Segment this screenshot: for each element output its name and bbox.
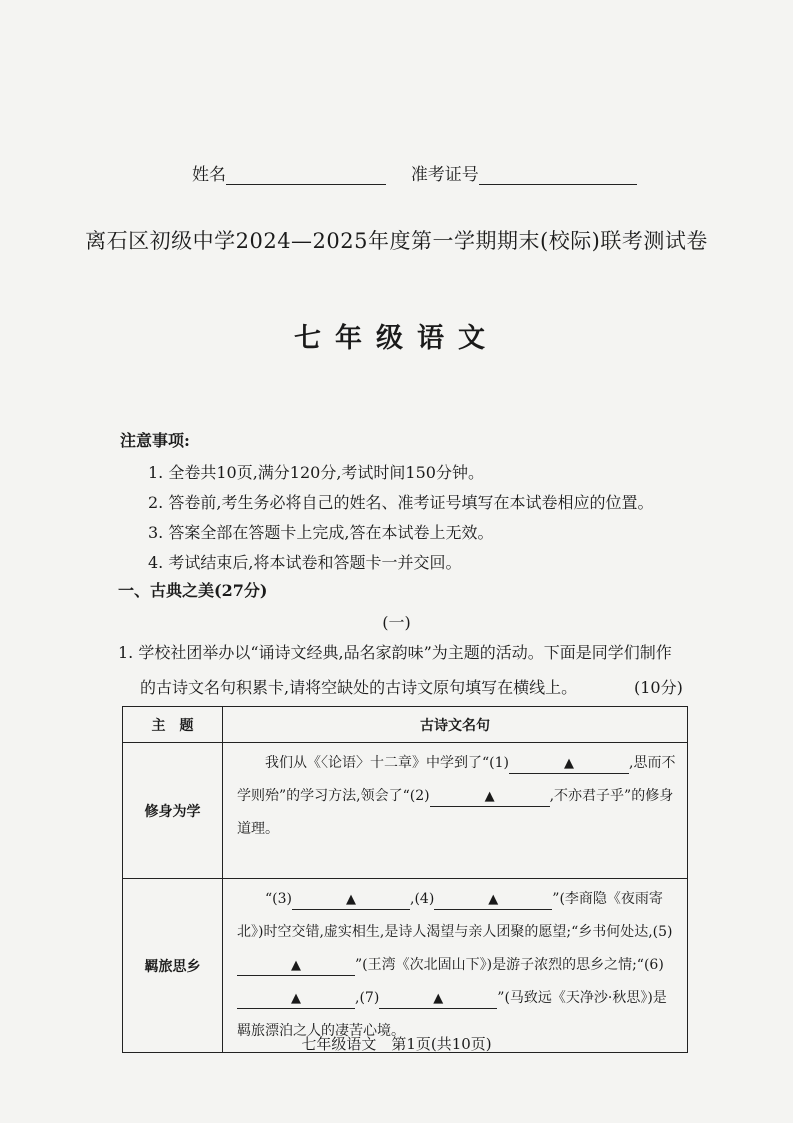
row-theme: 羁旅思乡 [123,879,223,1053]
content-text: ”(王湾《次北固山下》)是游子浓烈的思乡之情;“(6) [355,957,664,973]
column-header-theme: 主 题 [123,707,223,743]
notice-item: 3. 答案全部在答题卡上完成,答在本试卷上无效。 [148,523,494,542]
table-row [123,879,688,1053]
name-label: 姓名 [192,165,226,185]
content-text: ,(7) [355,990,380,1006]
page-footer: 七年级语文 第1页(共10页) [301,1035,492,1053]
answer-blank[interactable]: ▲ [509,755,629,774]
notice-item: 1. 全卷共10页,满分120分,考试时间150分钟。 [148,463,484,482]
question-text: 1. 学校社团举办以“诵诗文经典,品名家韵味”为主题的活动。下面是同学们制作 [118,643,672,662]
answer-blank[interactable]: ▲ [237,990,355,1009]
part-marker: (一) [382,613,411,632]
row-content [223,743,688,879]
notice-item: 4. 考试结束后,将本试卷和答题卡一并交回。 [148,553,462,572]
section-heading: 一、古典之美(27分) [118,581,268,600]
notice-item: 2. 答卷前,考生务必将自己的姓名、准考证号填写在本试卷相应的位置。 [148,493,654,512]
table-row [123,743,688,879]
content-text: ”(马致远《天净沙·秋思》)是羁旅漂泊之人的凄苦心境。 [237,990,667,1039]
row-theme: 修身为学 [123,743,223,879]
question-text: 的古诗文名句积累卡,请将空缺处的古诗文原句填写在横线上。 [140,678,578,697]
answer-blank[interactable]: ▲ [292,891,410,910]
question-score: (10分) [634,678,683,697]
table-header-row [123,707,688,743]
content-text: 我们从《〈论语〉十二章》中学到了“(1) [265,755,509,771]
id-label: 准考证号 [410,165,479,185]
name-field[interactable] [226,168,386,185]
content-text: ,不亦君子乎”的修身道理。 [237,788,674,837]
answer-blank[interactable]: ▲ [237,957,355,976]
answer-blank[interactable]: ▲ [379,990,497,1009]
subject-title: 七年级语文 [294,323,499,354]
candidate-info-line [192,160,637,185]
column-header-lines: 古诗文名句 [223,707,688,743]
poem-table [122,706,688,1053]
answer-blank[interactable]: ▲ [430,788,550,807]
content-text: ,思而不学则殆”的学习方法,领会了“(2) [237,755,676,804]
id-field[interactable] [479,168,637,185]
exam-title: 离石区初级中学2024—2025年度第一学期期末(校际)联考测试卷 [85,229,708,253]
answer-blank[interactable]: ▲ [434,891,552,910]
notice-heading: 注意事项: [120,431,190,450]
content-text: “(3) [265,891,292,907]
row-content [223,879,688,1053]
content-text: ”(李商隐《夜雨寄北》)时空交错,虚实相生,是诗人渴望与亲人团聚的愿望;“乡书何处达,(5) [237,891,673,940]
content-text: ,(4) [410,891,435,907]
